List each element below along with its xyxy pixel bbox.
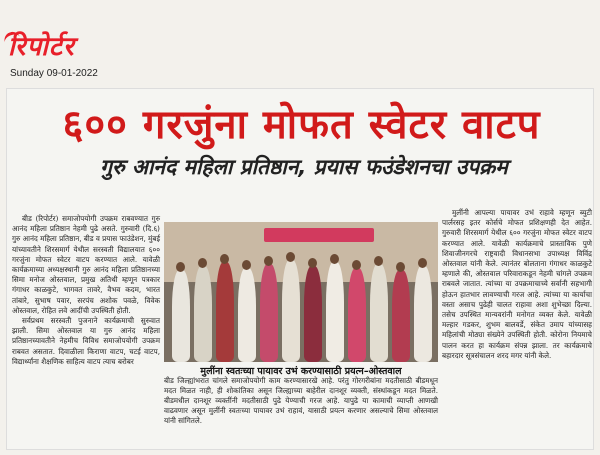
photo-caption: मुलींना स्वतःच्या पायावर उभं करण्यासाठी प्रयत्न–ओस्तवाल — [200, 366, 402, 377]
paragraph: मुलींनी आपल्या पायावर उभं राहावे म्हणून ब्युटी पार्लरसह इतर कोर्सचे मोफत प्रशिक्षणही देत आहेत. गुरुवारी शिरसमार्ग येथील ६०० गरजुंना मोफत स्वेटर वाटप करण्यात आले. यावेळी कार्यक्रमाचे प्रास्ताविक पुणे शिवाजीनगरचे राष्ट्रवादी विधानसभा उपाध्यक्ष विविंद्र ओस्तवाल यांनी केले. त्यानंतर बोलताना गंगाधर काळकुटे म्हणाले की, ओस्तवाल परिवाराकडून नेहमी चांगले उपक्रम राबवले जातात. त्यांच्या या उपक्रमाचाच्ये सर्वानी सहभागी होऊन हातभार लावण्याची गरज आहे. त्यांच्या या कार्याचा वस्ता असाच पुढेही चालत राहावा अशा शुभेच्छा दिल्या. तसेच उपस्थित मान्यवरांनी मनोगत व्यक्त केले. यावेळी मल्हार गडकर, शुभम बालवर्डे, संकेत उमाप यांच्यासह महिलांची मोठ्या संख्येने उपस्थिती होती. कोरोना नियमाचे पालन करत हा कार्यक्रम संपन्न झाला. तर कार्यक्रमाचे बहारदार सूत्रसंचालन शरद मगर यांनी केले. — [442, 208, 592, 360]
article-subheadline: गुरु आनंद महिला प्रतिष्ठान, प्रयास फउंडेशनचा उपक्रम — [100, 155, 508, 179]
event-photo — [164, 222, 438, 362]
article-column-left — [12, 214, 160, 367]
caption-body: बीड जिल्ह्यांभरात चांगले समाजोपयोगी काम करण्यासारखे आहे. परंतु गोरगरीबांना मदतीसाठी बीडमधून मदत मिळत नाही, ही शोकांतिका असून जिल्ह्याच्या बाहेरील दानशूर व्यक्ती, संस्थांकडून मदत मिळते. बीडमधील दानशूर व्यक्तींनी मदतीसाठी पुढे येण्याची गरज आहे. यापुढे या कामाची व्याप्ती आणखी वाढवणार असून मुलींनी स्वतःच्या पायावर उभं राहावं, यासाठी प्रयत्न करणार असल्याचे सिमा ओस्तवाल यांनी सांगितले. — [164, 376, 438, 425]
publication-date: Sunday 09-01-2022 — [10, 68, 98, 79]
newspaper-logo: रिपोर्टर — [8, 32, 75, 62]
article-headline: ६०० गरजुंना मोफत स्वेटर वाटप — [62, 102, 541, 148]
paragraph: बीड (रिपोर्टर) समाजोपयोगी उपक्रम राबवण्यात गुरु आनंद महिला प्रतिष्ठान नेहमी पुढे असते. गुरुवारी (दि.६) गुरु आनंद महिला प्रतिष्ठान, बीड व प्रयास फाउंडेशन, मुंबई यांच्यावतीने शिरसमार्ग येथील सरस्वती विद्यालयात ६०० गरजुंना मोफत स्वेटर वाटप करण्यात आले. यावेळी कार्यक्रमाच्या अध्यक्षस्थानी गुरु आनंद महिला प्रतिष्ठानच्या सिमा मनोज ओस्तवाल, प्रमुख अतिथी म्हणून पत्रकार गंगाधर काळकुटे, भागवत तावरे, वैभव कदम, भारत तांबारे, सुभाष पवार, सरपंच अशोक पवळे, विवेक ओस्तवाल, रोहित लवे आदींची उपस्थिती होती. — [12, 214, 160, 315]
article-column-right — [442, 208, 592, 361]
masthead — [8, 30, 75, 64]
paragraph: सर्वप्रथम सरस्वती पुजनाने कार्यक्रमाची सुरुवात झाली. सिमा ओस्तवाल या गुरु आनंद महिला प्रतिष्ठानच्यावतीने नेहमीच विविध समाजोपयोगी उपक्रम राबवत असतात. दिवाळीला किराणा वाटप, चटई वाटप, विद्यार्थ्यांना शैक्षणिक साहित्य वाटप त्याच बरोबर — [12, 316, 160, 366]
